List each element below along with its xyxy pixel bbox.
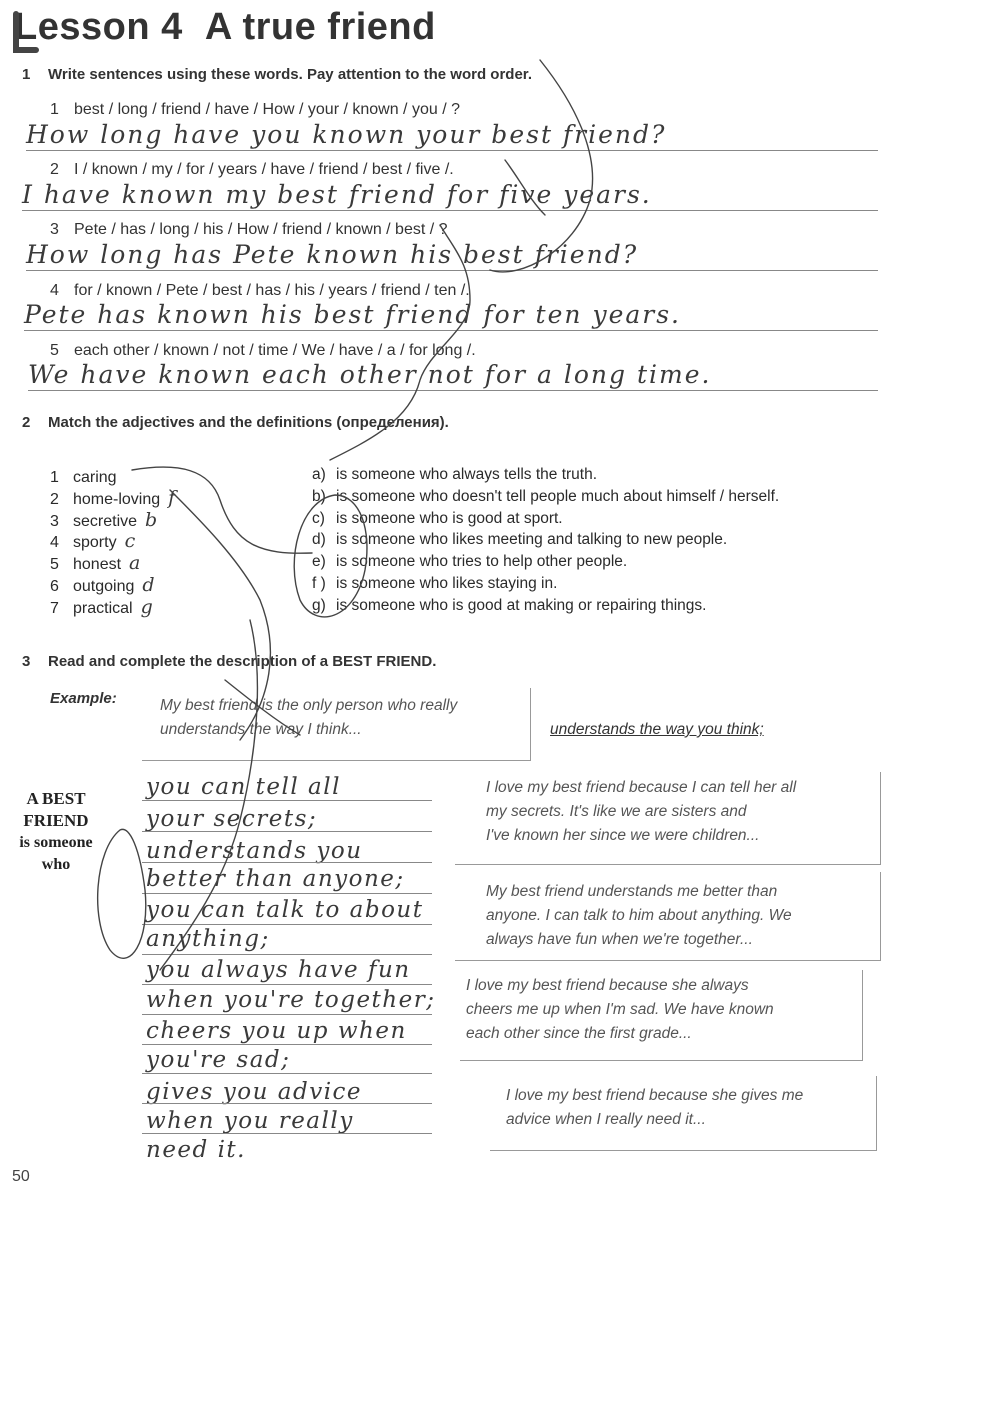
quote-2: My best friend understands me better than anyone. I can talk to him about anything. We always have fun when we're together... bbox=[486, 883, 792, 948]
ex1-answer-5[interactable]: We have known each other not for a long time. bbox=[28, 360, 712, 389]
exercise-2-number: 2 bbox=[22, 414, 31, 431]
answer-line bbox=[26, 150, 878, 151]
exercise-3-number: 3 bbox=[22, 653, 31, 670]
writing-line bbox=[142, 831, 432, 832]
description-line[interactable]: you always have fun bbox=[146, 957, 411, 983]
adjective-item: 3 secretive b bbox=[50, 509, 158, 531]
ex1-prompt-2: 2 I / known / my / for / years / have / friend / best / five /. bbox=[50, 161, 454, 178]
description-line[interactable]: cheers you up when bbox=[146, 1018, 407, 1044]
description-line[interactable]: you're sad; bbox=[146, 1047, 291, 1073]
description-line[interactable]: your secrets; bbox=[146, 806, 318, 832]
exercise-1-instruction: Write sentences using these words. Pay attention to the word order. bbox=[48, 66, 532, 83]
adjective-answer[interactable]: a bbox=[129, 552, 141, 574]
writing-line bbox=[142, 1073, 432, 1074]
definition-item: b) is someone who doesn't tell people much about himself / herself. bbox=[312, 488, 780, 505]
exercise-3-instruction: Read and complete the description of a BEST FRIEND. bbox=[48, 653, 437, 670]
writing-line bbox=[142, 1014, 432, 1015]
description-line[interactable]: when you're together; bbox=[146, 987, 436, 1013]
best-friend-label: A BEST FRIEND is someone who bbox=[19, 789, 93, 873]
example-answer: understands the way you think; bbox=[550, 721, 764, 738]
page-title bbox=[14, 6, 436, 49]
example-label: Example: bbox=[50, 690, 117, 707]
exercise-1-heading bbox=[22, 66, 532, 83]
adjective-answer[interactable]: f bbox=[168, 487, 176, 509]
exercise-1-number: 1 bbox=[22, 66, 31, 83]
quote-3: I love my best friend because she always cheers me up when I'm sad. We have known each other since the first grade... bbox=[466, 977, 774, 1042]
writing-line bbox=[142, 924, 432, 925]
match-line bbox=[132, 467, 312, 553]
adjective-item: 2 home-loving f bbox=[50, 487, 176, 509]
lesson-topic: A true friend bbox=[204, 6, 436, 48]
ex1-prompt-3: 3 Pete / has / long / his / How / friend / known / best / ? bbox=[50, 221, 448, 238]
exercise-2-heading bbox=[22, 414, 449, 431]
adjective-item: 1 caring bbox=[50, 469, 117, 486]
adjective-item: 6 outgoing d bbox=[50, 574, 155, 596]
description-line[interactable]: better than anyone; bbox=[146, 866, 405, 892]
definition-item: d) is someone who likes meeting and talking to new people. bbox=[312, 531, 728, 548]
description-line[interactable]: you can talk to about bbox=[146, 897, 424, 923]
writing-line bbox=[142, 1044, 432, 1045]
writing-line bbox=[142, 1103, 432, 1104]
ex1-prompt-4: 4 for / known / Pete / best / has / his / years / friend / ten /. bbox=[50, 282, 470, 299]
quote-4: I love my best friend because she gives me advice when I really need it... bbox=[506, 1087, 804, 1128]
answer-line bbox=[26, 270, 878, 271]
answer-line bbox=[22, 210, 878, 211]
page-number: 50 bbox=[12, 1168, 30, 1185]
description-line[interactable]: gives you advice bbox=[146, 1079, 363, 1105]
ex1-answer-2[interactable]: I have known my best friend for five years. bbox=[22, 180, 652, 209]
ex1-prompt-1: 1 best / long / friend / have / How / your / known / you / ? bbox=[50, 101, 460, 118]
description-line[interactable]: understands you bbox=[146, 838, 363, 864]
writing-line bbox=[142, 984, 432, 985]
answer-line bbox=[24, 330, 878, 331]
adjective-item: 4 sporty c bbox=[50, 530, 136, 552]
definition-item: c) is someone who is good at sport. bbox=[312, 510, 563, 527]
adjective-item: 5 honest a bbox=[50, 552, 141, 574]
example-quote: My best friend is the only person who really understands the way I think... bbox=[160, 697, 458, 738]
definition-item: e) is someone who tries to help other people. bbox=[312, 553, 628, 570]
ex1-answer-3[interactable]: How long has Pete known his best friend? bbox=[26, 240, 639, 269]
adjective-answer[interactable]: c bbox=[124, 530, 136, 552]
writing-line bbox=[142, 893, 432, 894]
ex1-prompt-5: 5 each other / known / not / time / We / have / a / for long /. bbox=[50, 342, 476, 359]
writing-line bbox=[142, 1133, 432, 1134]
quote-1: I love my best friend because I can tell her all my secrets. It's like we are sisters and I've known her since we were children... bbox=[486, 779, 797, 844]
lesson-number: Lesson 4 bbox=[14, 6, 183, 48]
description-line[interactable]: need it. bbox=[146, 1137, 246, 1163]
writing-line bbox=[142, 800, 432, 801]
definition-item: a) is someone who always tells the truth. bbox=[312, 466, 598, 483]
circle-mark bbox=[98, 829, 146, 958]
definition-item: g) is someone who is good at making or repairing things. bbox=[312, 597, 707, 614]
adjective-answer[interactable]: d bbox=[142, 574, 155, 596]
description-line[interactable]: anything; bbox=[146, 926, 270, 952]
exercise-3-heading bbox=[22, 653, 436, 670]
ex1-answer-4[interactable]: Pete has known his best friend for ten years. bbox=[24, 300, 681, 329]
exercise-2-instruction: Match the adjectives and the definitions (определения). bbox=[48, 414, 449, 431]
description-line[interactable]: you can tell all bbox=[146, 774, 341, 800]
adjective-item: 7 practical g bbox=[50, 596, 153, 618]
adjective-answer[interactable]: b bbox=[145, 509, 158, 531]
adjective-answer[interactable]: g bbox=[140, 596, 153, 618]
writing-line bbox=[142, 954, 432, 955]
description-line[interactable]: when you really bbox=[146, 1108, 354, 1134]
writing-line bbox=[142, 862, 432, 863]
definition-item: f ) is someone who likes staying in. bbox=[312, 575, 558, 592]
answer-line bbox=[28, 390, 878, 391]
ex1-answer-1[interactable]: How long have you known your best friend? bbox=[26, 120, 667, 149]
